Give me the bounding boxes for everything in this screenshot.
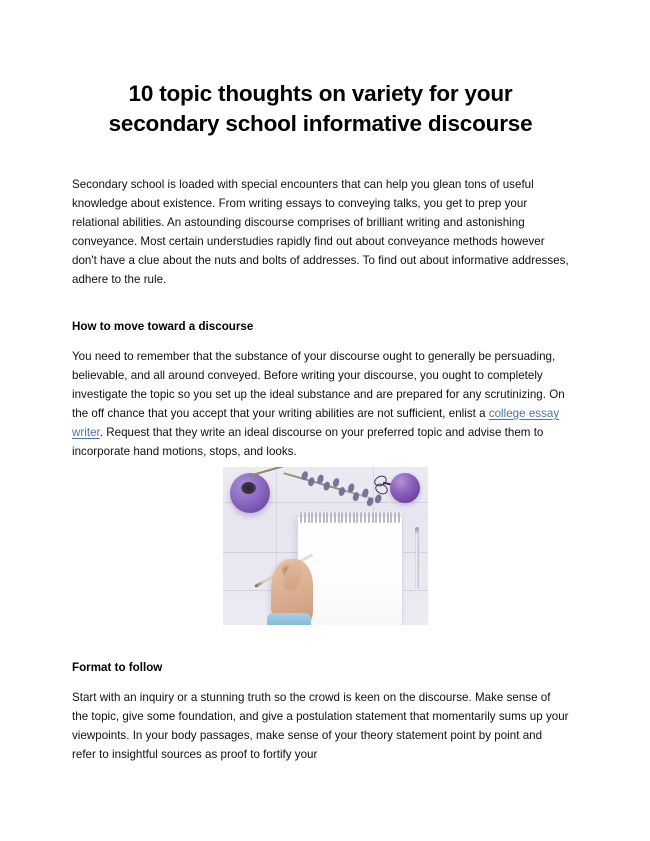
section-two-paragraph: Start with an inquiry or a stunning truth so the crowd is keen on the discourse. Make sense of the topic, give some foundation, and give a postulation statement that momentarily sums up your viewpoints. In your body passages, make sense of your theory statement point by point and refer to insightful sources as proof to fortify your <box>72 691 569 762</box>
document-content-column <box>72 0 569 461</box>
page-title: 10 topic thoughts on variety for your secondary school informative discourse <box>108 81 533 136</box>
section-heading-format-to-follow: Format to follow <box>72 661 163 674</box>
article-figure <box>223 467 428 625</box>
section-heading-how-to-move-toward-a-discourse: How to move toward a discourse <box>72 319 254 333</box>
spacer <box>72 290 569 317</box>
purple-flower-ball-icon <box>230 473 270 513</box>
purple-ornament-icon <box>390 473 420 503</box>
section-one-text-before-link: You need to remember that the substance of your discourse ought to generally be persuading, believable, and all around conveyed. Before writing your discourse, you ought to completely investigate the topic so you set up the ideal substance and are prepared for any scrutinizing. On the off chance that you accept that your writing abilities are not sufficient, enlist a <box>72 349 565 420</box>
spacer <box>72 336 569 347</box>
section-one-text-after-link: . Request that they write an ideal discourse on your preferred topic and advise them to incorporate hand motions, stops, and looks. <box>72 425 544 459</box>
spacer <box>72 677 569 688</box>
flat-lay-desk-photo <box>223 467 428 625</box>
silver-pen-icon <box>415 533 419 589</box>
notepad-spiral-binding <box>298 512 402 523</box>
section-one-paragraph <box>72 347 569 462</box>
blue-sleeve <box>267 613 311 625</box>
document-content-column-lower <box>72 658 569 764</box>
intro-paragraph: Secondary school is loaded with special encounters that can help you glean tons of useful knowledge about existence. From writing essays to conveying talks, you get to prep your relational abilities. An astounding discourse comprises of brilliant writing and astonishing conveyance. Most certain understudies rapidly find out about conveyance methods however don't have a clue about the nuts and bolts of addresses. To find out about informative addresses, adhere to the rule. <box>72 178 569 287</box>
flower-core <box>241 482 256 494</box>
college-essay-writer-link[interactable]: college essay writer <box>72 406 560 439</box>
